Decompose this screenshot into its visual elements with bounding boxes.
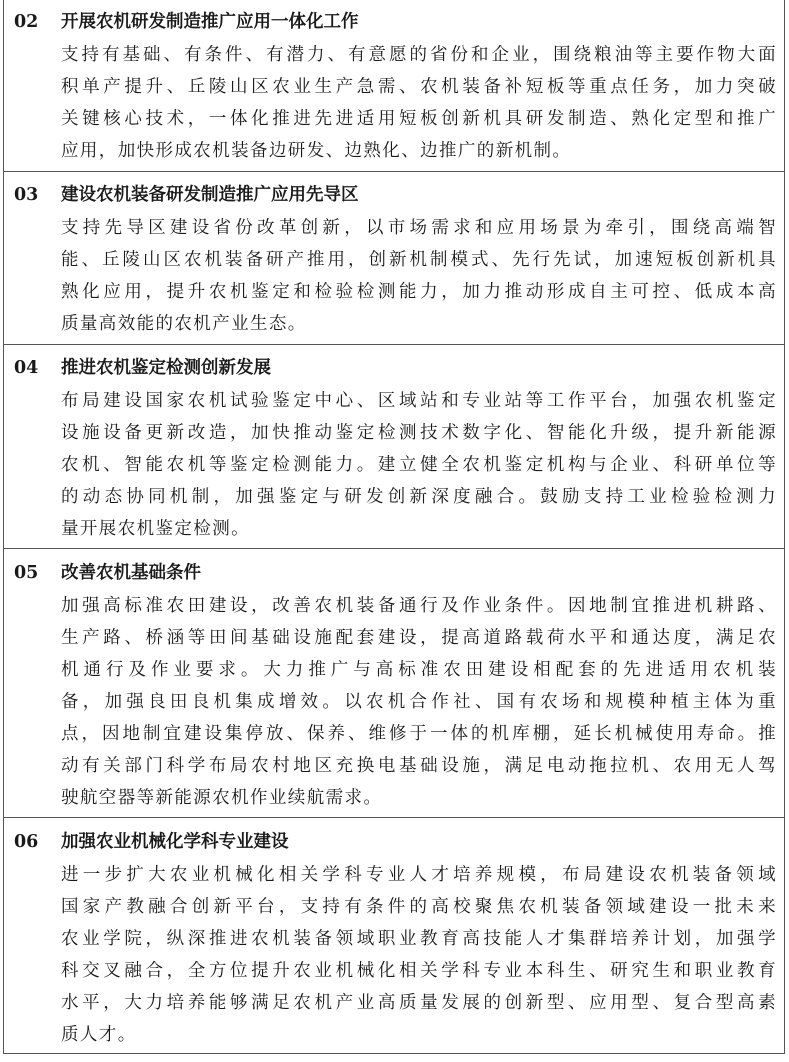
paragraph-line: 熟化应用，提升农机鉴定和检验检测能力，加力推动形成自主可控、低成本高 — [61, 282, 777, 302]
paragraph-line: 质量高效能的农机产业生态。 — [61, 314, 307, 334]
section-number: 06 — [14, 832, 39, 852]
paragraph-line: 动有关部门科学布局农村地区充换电基础设施，满足电动拖拉机、农用无人驾 — [61, 756, 777, 776]
paragraph-line: 加强高标准农田建设，改善农机装备通行及作业条件。因地制宜推进机耕路、 — [61, 596, 777, 616]
paragraph-line: 科交叉融合，全方位提升农业机械化相关学科专业本科生、研究生和职业教育 — [61, 961, 777, 981]
paragraph-line: 应用，加快形成农机装备边研发、边熟化、边推广的新机制。 — [61, 141, 572, 161]
paragraph-line: 支持先导区建设省份改革创新，以市场需求和应用场景为牵引，围绕高端智 — [61, 218, 777, 238]
section-title: 改善农机基础条件 — [61, 563, 201, 583]
paragraph-line: 机通行及作业要求。大力推广与高标准农田建设相配套的先进适用农机装 — [61, 660, 777, 680]
paragraph-line: 积单产提升、丘陵山区农业生产急需、农机装备补短板等重点任务，加力突破 — [61, 77, 777, 97]
section-body — [61, 859, 777, 1051]
section-06 — [3, 818, 785, 1054]
paragraph-line: 质人才。 — [61, 1025, 137, 1045]
section-04 — [3, 345, 785, 549]
paragraph-line: 国家产教融合创新平台，支持有条件的高校聚焦农机装备领域建设一批未来 — [61, 897, 777, 917]
paragraph-line: 支持有基础、有条件、有潜力、有意愿的省份和企业，围绕粮油等主要作物大面 — [61, 45, 777, 65]
paragraph-line: 关键核心技术，一体化推进先进适用短板创新机具研发制造、熟化定型和推广 — [61, 109, 777, 129]
section-number: 04 — [14, 358, 39, 378]
section-title: 建设农机装备研发制造推广应用先导区 — [61, 185, 359, 205]
paragraph-line: 农机、智能农机等鉴定检测能力。建立健全农机鉴定机构与企业、科研单位等 — [61, 455, 777, 475]
section-03 — [3, 172, 785, 345]
section-05 — [3, 549, 785, 818]
paragraph-line: 进一步扩大农业机械化相关学科专业人才培养规模，布局建设农机装备领域 — [61, 865, 777, 885]
section-title: 推进农机鉴定检测创新发展 — [61, 358, 271, 378]
section-title: 加强农业机械化学科专业建设 — [61, 832, 289, 852]
paragraph-line: 水平，大力培养能够满足农机产业高质量发展的创新型、应用型、复合型高素 — [61, 993, 777, 1013]
paragraph-line: 点，因地制宜建设集停放、保养、维修于一体的机库棚，延长机械使用寿命。推 — [61, 724, 777, 744]
section-number: 03 — [14, 185, 39, 205]
paragraph-line: 的动态协同机制，加强鉴定与研发创新深度融合。鼓励支持工业检验检测力 — [61, 487, 777, 507]
section-title: 开展农机研发制造推广应用一体化工作 — [61, 12, 359, 32]
paragraph-line: 设施设备更新改造，加快推动鉴定检测技术数字化、智能化升级，提升新能源 — [61, 423, 777, 443]
paragraph-line: 备，加强良田良机集成增效。以农机合作社、国有农场和规模种植主体为重 — [61, 692, 777, 712]
paragraph-line: 农业学院，纵深推进农机装备领域职业教育高技能人才集群培养计划，加强学 — [61, 929, 777, 949]
paragraph-line: 布局建设国家农机试验鉴定中心、区域站和专业站等工作平台，加强农机鉴定 — [61, 391, 777, 411]
document — [3, 0, 785, 1054]
section-number: 05 — [14, 563, 39, 583]
paragraph-line: 驶航空器等新能源农机作业续航需求。 — [61, 788, 383, 808]
section-body — [61, 39, 777, 167]
section-body — [61, 385, 777, 545]
paragraph-line: 量开展农机鉴定检测。 — [61, 519, 250, 539]
section-body — [61, 590, 777, 814]
paragraph-line: 能、丘陵山区农机装备研产推用，创新机制模式、先行先试，加速短板创新机具 — [61, 250, 777, 270]
section-02 — [3, 0, 785, 172]
section-number: 02 — [14, 12, 39, 32]
paragraph-line: 生产路、桥涵等田间基础设施配套建设，提高道路载荷水平和通达度，满足农 — [61, 628, 777, 648]
section-body — [61, 212, 777, 340]
